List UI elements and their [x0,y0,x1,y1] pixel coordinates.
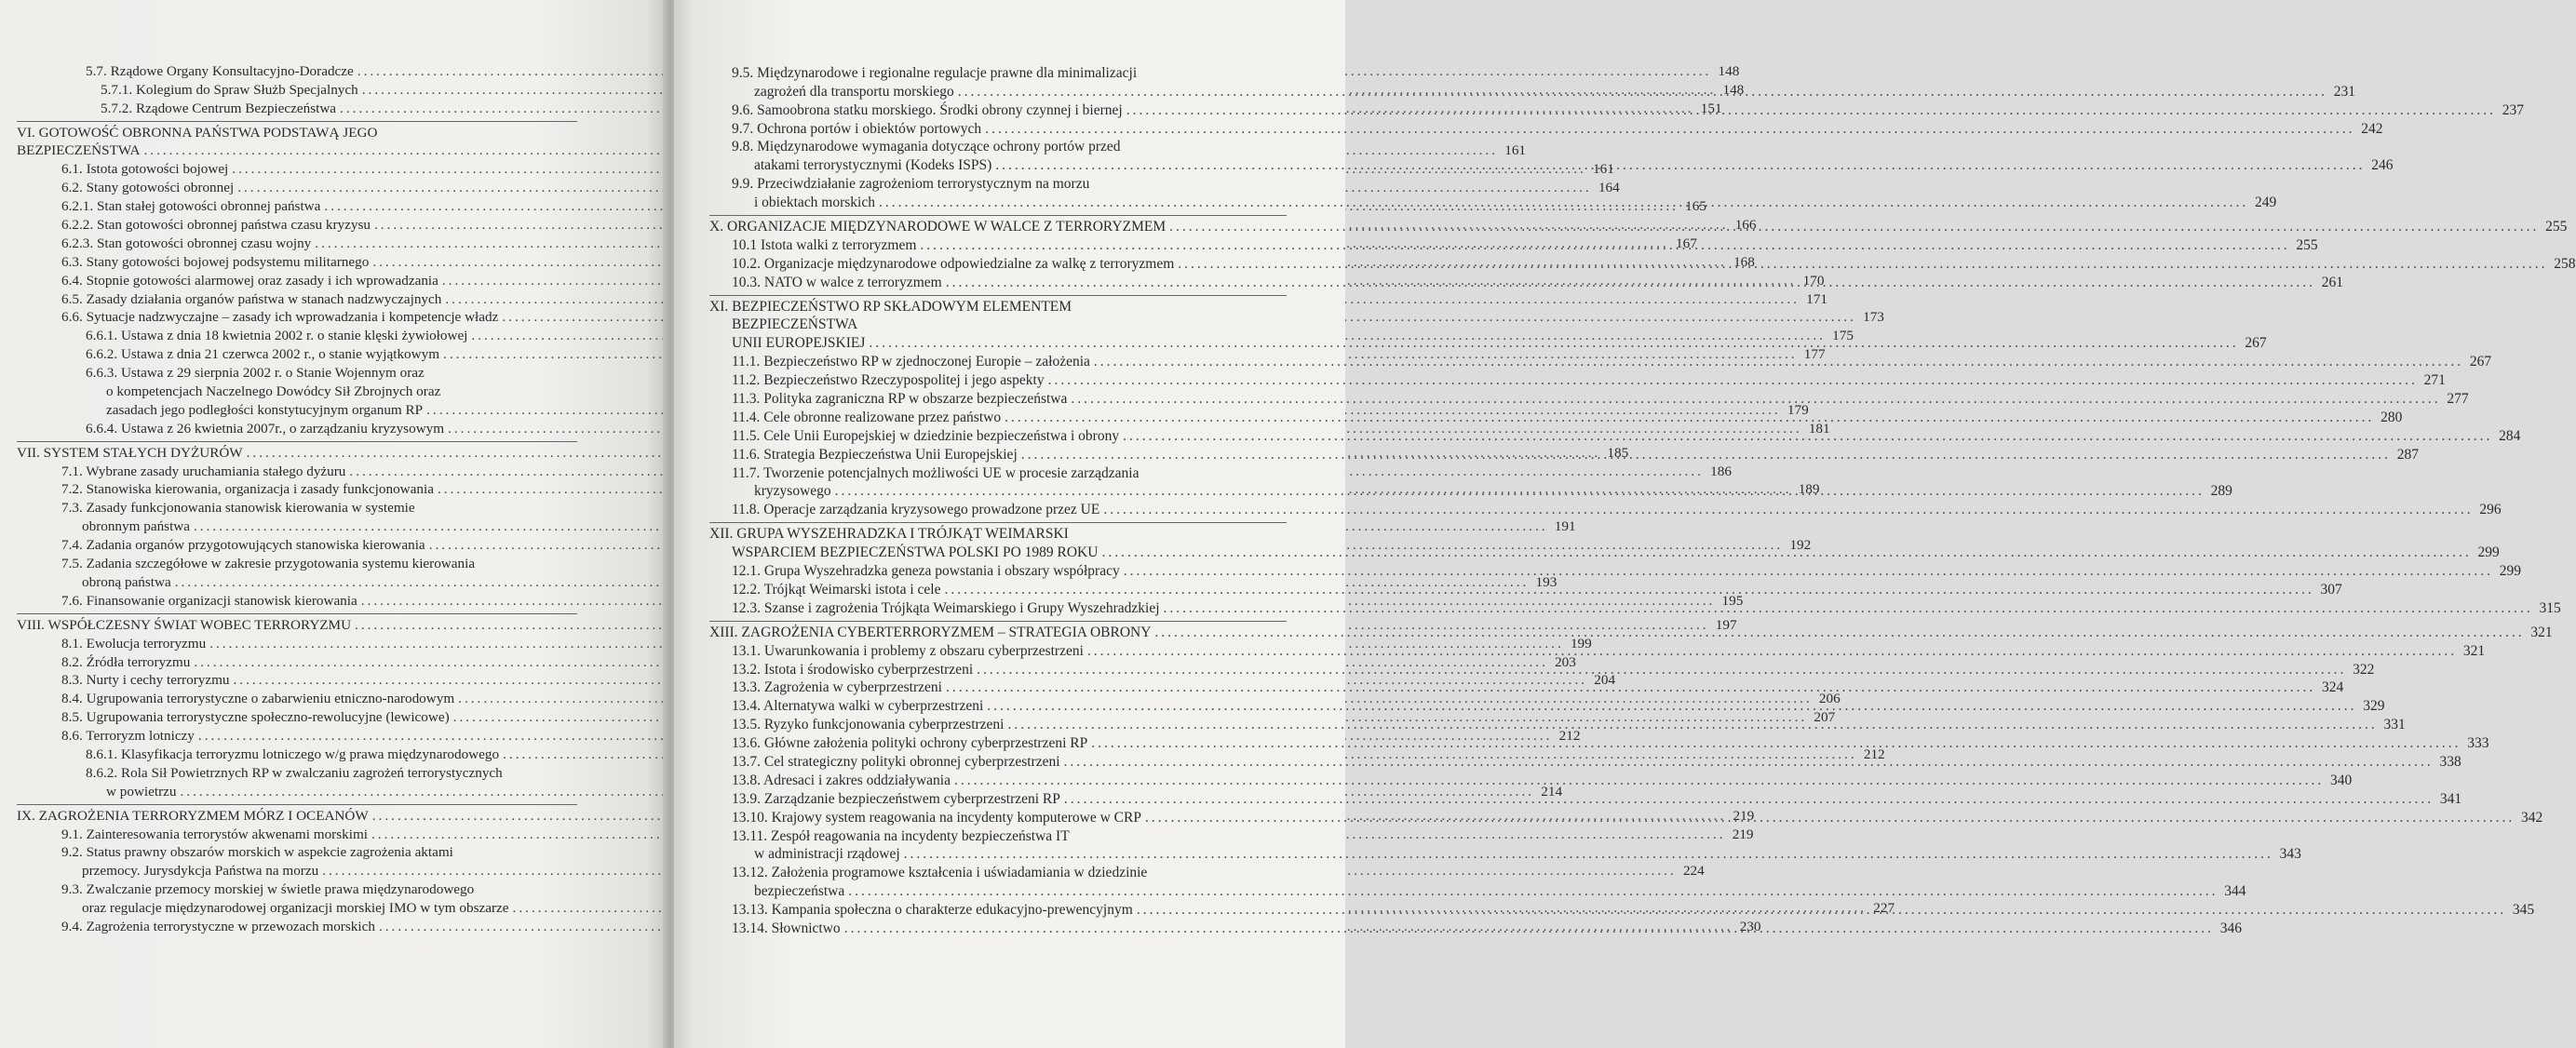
toc-page-number: 171 [1806,290,1827,307]
toc-entry-title: 6.3. Stany gotowości bojowej podsystemu militarnego [61,253,370,270]
toc-entry-title: 9.2. Status prawny obszarów morskich w aspekcie zagrożenia aktami [61,844,453,861]
toc-page-number: 331 [2383,717,2406,733]
toc-entry-title: 10.3. NATO w walce z terroryzmem [732,274,942,290]
toc-entry-title: przemocy. Jurysdykcja Państwa na morzu [82,863,319,880]
toc-entry [709,881,2246,900]
toc-entry-title: 13.1. Uwarunkowania i problemy z obszaru cyberprzestrzeni [732,642,1084,659]
toc-page-number: 167 [1676,235,1697,251]
toc-page-number: 148 [1718,62,1740,79]
toc-entry-title: VI. GOTOWOŚĆ OBRONNA PAŃSTWA PODSTAWĄ JEGO [17,124,378,141]
toc-entry-title: o kompetencjach Naczelnego Dowódcy Sił Zbrojnych oraz [106,383,441,400]
toc-entry-title: 6.6.3. Ustawa z 29 sierpnia 2002 r. o Stanie Wojennym oraz [86,365,425,382]
toc-entry-title: 8.6. Terroryzm lotniczy [61,728,195,745]
toc-entry-title: 11.6. Strategia Bezpieczeństwa Unii Europejskiej [732,446,1018,463]
toc-page-number: 267 [2245,335,2267,352]
toc-entry [17,763,577,782]
toc-page-number: 321 [2462,642,2486,659]
toc-page-number: 230 [1739,918,1761,934]
toc-page-number: 203 [1555,653,1576,670]
toc-page-number: 179 [1787,401,1809,418]
toc-entry-title: 6.2.3. Stan gotowości obronnej czasu wojny [61,235,312,251]
toc-dot-leader [1091,734,2461,752]
toc-page-number: 299 [2499,563,2521,580]
toc-page-number: 261 [2321,274,2343,290]
toc-page-number: 322 [2353,661,2375,678]
toc-entry-title: 13.2. Istota i środowisko cyberprzestrzeni [732,661,974,678]
toc-dot-leader [1126,101,2496,119]
toc-dot-leader [1048,371,2418,389]
toc-entry-title: 8.6.1. Klasyfikacja terroryzmu lotniczego w/g prawa międzynarodowego [86,746,500,762]
toc-entry-title: i obiektach morskich [754,195,875,211]
toc-entry-title: BEZPIECZEŃSTWA [17,142,141,159]
toc-entry-title: 13.12. Założenia programowe kształcenia i uświadamiania w dziedzinie [732,865,1148,881]
toc-entry-title: 10.2. Organizacje międzynarodowe odpowiedzialne za walkę z terroryzmem [732,255,1175,272]
toc-entry-title: 7.6. Finansowanie organizacji stanowisk kierowania [61,592,357,609]
toc-page-number: 296 [2479,502,2502,518]
toc-entry-title: 6.2.1. Stan stałej gotowości obronnej państwa [61,198,321,215]
toc-page-number: 191 [1554,518,1576,535]
toc-dot-leader [1087,642,2457,660]
toc-page-number: 343 [2279,846,2301,863]
toc-dot-leader [946,274,2315,291]
toc-dot-leader [1154,624,2524,641]
toc-entry [709,561,2521,580]
toc-dot-leader [1094,353,2463,370]
toc-page-number: 307 [2320,581,2342,598]
toc-page-number: 267 [2469,354,2492,370]
toc-entry-title: oraz regulacje międzynarodowej organizacji morskiej IMO w tym obszarze [82,900,509,917]
toc-page-number: 192 [1789,537,1812,554]
toc-page-number: 204 [1594,672,1616,689]
toc-page-number: 237 [2502,101,2524,118]
toc-entry-title: 13.4. Alternatywa walki w cyberprzestrzeni [732,698,984,715]
toc-entry-title: obronnym państwa [82,518,190,535]
toc-entry-title: 6.2. Stany gotowości obronnej [61,180,235,196]
toc-dot-leader [1005,409,2374,426]
toc-page-number: 258 [2554,255,2576,272]
toc-page-number: 287 [2396,446,2419,463]
toc-entry-title: 9.7. Ochrona portów i obiektów portowych [732,120,982,137]
toc-entry [709,174,1287,193]
toc-dot-leader [1021,446,2391,464]
toc-entry-title: WSPARCIEM BEZPIECZEŃSTWA POLSKI PO 1989 ROKU [732,544,1099,561]
toc-entry-title: XIII. ZAGROŻENIA CYBERTERRORYZMEM – STRATEGIA OBRONY [709,624,1152,640]
toc-entry-title: VIII. WSPÓŁCZESNY ŚWIAT WOBEC TERRORYZMU [17,616,352,633]
toc-entry-title: 13.6. Główne założenia polityki ochrony cyberprzestrzeni RP [732,735,1088,752]
toc-entry [709,845,2301,864]
toc-page-number: 224 [1682,863,1705,880]
toc-entry [709,826,1287,845]
toc-page-number: 333 [2467,735,2489,752]
toc-page-number: 246 [2371,157,2394,174]
toc-entry [17,880,577,898]
toc-entry-title: 8.2. Źródła terroryzmu [61,653,191,670]
toc-entry-title: 9.8. Międzynarodowe wymagania dotyczące ochrony portów przed [732,139,1121,155]
toc-entry [709,119,2383,138]
toc-entry-title: 11.4. Cele obronne realizowane przez państwo [732,409,1002,425]
toc-entry-title: VII. SYSTEM STAŁYCH DYŻURÓW [17,444,243,461]
toc-entry-title: 13.14. Słownictwo [732,920,841,936]
toc-entry [709,500,2502,518]
toc-entry-title: XII. GRUPA WYSZEHRADZKA I TRÓJKĄT WEIMARSKI [709,526,1069,543]
toc-entry-title: 12.3. Szanse i zagrożenia Trójkąta Weimarskiego i Grupy Wyszehradzkiej [732,599,1160,616]
toc-page-number: 280 [2380,409,2403,425]
toc-dot-leader [1123,427,2492,445]
toc-entry-title: X. ORGANIZACJE MIĘDZYNARODOWE W WALCE Z TERRORYZMEM [709,219,1167,235]
toc-page-number: 199 [1570,635,1592,652]
toc-page-number: 212 [1558,728,1581,745]
toc-entry-title: 11.7. Tworzenie potencjalnych możliwości UE w procesie zarządzania [732,464,1140,481]
toc-dot-leader [1178,255,2547,273]
toc-entry-title: 13.3. Zagrożenia w cyberprzestrzeni [732,679,942,696]
toc-dot-leader [1137,901,2506,919]
toc-page-number: 249 [2255,195,2277,211]
toc-dot-leader [848,882,2218,900]
toc-dot-leader [1169,218,2539,235]
toc-page-number: 338 [2439,753,2461,770]
toc-entry-title: 6.6.2. Ustawa z dnia 21 czerwca 2002 r., o stanie wyjątkowym [86,346,440,363]
toc-page-number: 175 [1832,328,1854,344]
toc-entry-title: 8.1. Ewolucja terroryzmu [61,635,207,652]
toc-entry [17,382,577,400]
toc-page-number: 227 [1873,900,1895,917]
toc-entry [17,363,577,382]
toc-entry-title: 10.1 Istota walki z terroryzmem [732,236,917,253]
toc-entry-title: 8.4. Ugrupowania terrorystyczne o zabarwieniu etniczno-narodowym [61,691,455,707]
toc-entry [709,863,1287,881]
toc-entry-title: 6.4. Stopnie gotowości alarmowej oraz zasady i ich wprowadzania [61,272,438,289]
toc-page-number: 315 [2539,599,2561,616]
toc-page-number: 161 [1504,142,1526,159]
toc-entry-title: 11.1. Bezpieczeństwo RP w zjednoczonej Europie – założenia [732,354,1090,370]
toc-entry-title: 5.7. Rządowe Organy Konsultacyjno-Doradcze [86,62,354,79]
toc-entry [17,498,577,517]
toc-page-number: 168 [1733,253,1755,270]
toc-dot-leader [1145,809,2515,826]
toc-entry-title: 11.3. Polityka zagraniczna RP w obszarze bezpieczeństwa [732,391,1068,408]
toc-entry-title: 13.5. Ryzyko funkcjonowania cyberprzestrzeni [732,717,1005,733]
toc-entry-title: zasadach jego podległości konstytucyjnym organum RP [106,401,424,418]
toc-entry-title: w administracji rządowej [754,846,900,863]
toc-entry-title: 6.6. Sytuacje nadzwyczajne – zasady ich wprowadzania i kompetencje władz [61,309,499,326]
toc-page-number: 255 [2545,219,2568,235]
toc-dot-leader [835,482,2205,500]
toc-entry-title: XI. BEZPIECZEŃSTWO RP SKŁADOWYM ELEMENTEM [709,298,1072,315]
toc-entry-title: 9.6. Samoobrona statku morskiego. Środki obrony czynnej i biernej [732,101,1123,118]
toc-entry-title: w powietrzu [106,783,177,799]
toc-entry-title: 11.8. Operacje zarządzania kryzysowego prowadzone przez UE [732,502,1100,518]
toc-entry-title: 12.2. Trójkąt Weimarski istota i cele [732,581,941,598]
toc-page-number: 165 [1685,198,1706,215]
toc-page-number: 344 [2224,883,2246,900]
toc-dot-leader [995,156,2365,174]
toc-entry-title: 6.2.2. Stan gotowości obronnej państwa czasu kryzysu [61,217,371,234]
toc-page-number: 284 [2499,427,2521,444]
toc-entry-title: 5.7.1. Kolegium do Spraw Służb Specjalnych [101,81,358,98]
toc-entry-title: 6.5. Zasady działania organów państwa w stanach nadzwyczajnych [61,290,442,307]
toc-page-number: 346 [2219,920,2242,936]
toc-entry-title: 6.6.1. Ustawa z dnia 18 kwietnia 2002 r. o stanie klęski żywiołowej [86,328,468,344]
toc-entry-title: UNII EUROPEJSKIEJ [732,335,866,352]
toc-entry-title: IX. ZAGROŻENIA TERRORYZMEM MÓRZ I OCEANÓW [17,807,369,824]
toc-dot-leader [954,772,2324,789]
toc-dot-leader [920,236,2289,254]
toc-dot-leader [869,334,2238,352]
toc-entry-title: 8.6.2. Rola Sił Powietrznych RP w zwalczaniu zagrożeń terrorystycznych [86,764,503,781]
toc-entry [17,554,577,572]
toc-page-number: 161 [1593,161,1614,178]
toc-page-number: 173 [1863,309,1884,326]
toc-dot-leader [1101,544,2471,561]
toc-page-number: 340 [2330,772,2353,788]
toc-entry-title: 13.9. Zarządzanie bezpieczeństwem cyberprzestrzeni RP [732,790,1060,807]
toc-dot-leader [958,83,2327,101]
toc-entry-title: 8.5. Ugrupowania terrorystyczne społeczno-rewolucyjne (lewicowe) [61,709,450,726]
toc-dot-leader [985,120,2354,138]
toc-dot-leader [904,845,2273,863]
toc-page-number: 231 [2333,83,2356,100]
toc-page-number: 289 [2210,483,2232,500]
toc-page-number: 151 [1700,100,1722,116]
toc-page-number: 207 [1814,709,1836,726]
toc-page-number: 341 [2439,790,2462,807]
toc-entry-title: 13.11. Zespół reagowania na incydenty bezpieczeństwa IT [732,827,1070,844]
toc-entry-title: 9.1. Zainteresowania terrorystów akwenami morskimi [61,826,368,842]
toc-dot-leader [987,697,2356,715]
toc-entry-title: 8.3. Nurty i cechy terroryzmu [61,672,230,689]
toc-dot-leader [1103,501,2473,518]
toc-page-number: 197 [1715,616,1737,633]
toc-entry-title: 6.6.4. Ustawa z 26 kwietnia 2007r., o zarządzaniu kryzysowym [86,420,445,437]
toc-page-number: 277 [2447,391,2469,408]
toc-page-number: 185 [1607,444,1629,461]
toc-page-number: 321 [2530,624,2553,640]
toc-entry-title: 11.5. Cele Unii Europejskiej w dziedzinie bezpieczeństwa i obrony [732,427,1120,444]
toc-dot-leader [1124,562,2493,580]
toc-entry-title: atakami terrorystycznymi (Kodeks ISPS) [754,157,992,174]
toc-entry-title: 7.2. Stanowiska kierowania, organizacja i zasady funkcjonowania [61,481,434,498]
toc-dot-leader [945,581,2314,598]
toc-entry-title: 7.3. Zasady funkcjonowania stanowisk kierowania w systemie [61,500,415,517]
toc-dot-leader [879,194,2248,211]
toc-entry [17,843,577,862]
toc-dot-leader [1064,753,2434,771]
toc-page-number: 193 [1535,573,1558,590]
toc-entry-title: 5.7.2. Rządowe Centrum Bezpieczeństwa [101,100,337,116]
toc-entry-title: 7.5. Zadania szczegółowe w zakresie przygotowania systemu kierowania [61,556,476,572]
toc-page-number: 189 [1798,481,1820,498]
toc-entry-title: 9.3. Zwalczanie przemocy morskiej w świetle prawa międzynarodowego [61,881,475,898]
toc-entry [709,389,2469,408]
toc-entry-title: 6.1. Istota gotowości bojowej [61,161,229,178]
toc-page-number: 206 [1818,691,1841,707]
toc-page-number: 166 [1734,217,1757,234]
toc-dot-leader [1064,790,2434,808]
toc-chapter-entry [709,295,1287,316]
toc-page-number: 186 [1710,463,1732,479]
toc-entry [709,63,1287,82]
toc-entry-title: zagrożeń dla transportu morskiego [754,83,954,100]
toc-page-number: 299 [2477,544,2500,561]
toc-entry-title: 7.4. Zadania organów przygotowujących stanowiska kierowania [61,537,425,554]
toc-page-number: 255 [2296,236,2318,253]
toc-page-number: 242 [2361,120,2383,137]
toc-entry-title: 13.13. Kampania społeczna o charakterze edukacyjno-prewencyjnym [732,902,1133,919]
toc-dot-leader [1164,599,2533,617]
toc-page-number: 345 [2512,902,2535,919]
toc-entry-title: 13.8. Adresaci i zakres oddziaływania [732,772,951,788]
toc-page-number: 271 [2423,372,2446,389]
toc-page-number: 170 [1802,272,1825,289]
toc-entry-title: 9.4. Zagrożenia terrorystyczne w przewozach morskich [61,918,375,934]
toc-page-number: 212 [1863,746,1885,762]
toc-entry-title: obroną państwa [82,573,171,590]
toc-entry-title: 13.10. Krajowy system reagowania na incydenty komputerowe w CRP [732,809,1141,826]
toc-dot-leader [1008,716,2378,733]
toc-entry-title: 7.1. Wybrane zasady uruchamiania stałego dyżuru [61,463,346,479]
toc-entry [709,370,2446,389]
toc-entry-title: 11.2. Bezpieczeństwo Rzeczypospolitej i jego aspekty [732,372,1045,389]
toc-entry-title: kryzysowego [754,483,831,500]
toc-page-number: 195 [1721,592,1744,609]
toc-chapter-entry [709,522,1287,543]
toc-entry-title: BEZPIECZEŃSTWA [732,316,858,333]
toc-page-number: 342 [2520,809,2543,826]
toc-entry [709,464,1287,482]
toc-dot-leader [946,679,2315,696]
toc-page-number: 219 [1733,807,1755,824]
toc-page-number: 181 [1808,420,1830,437]
toc-entry-title: 13.7. Cel strategiczny polityki obronnej cyberprzestrzeni [732,753,1060,770]
toc-page-number: 164 [1598,180,1620,196]
toc-page-number: 148 [1722,81,1745,98]
toc-page-number: 324 [2321,679,2344,696]
toc-page-number: 219 [1732,826,1754,842]
toc-entry-title: 9.9. Przeciwdziałanie zagrożeniom terrorystycznym na morzu [732,176,1090,193]
toc-chapter-entry [17,121,577,141]
toc-entry-title: 9.5. Międzynarodowe i regionalne regulacje prawne dla minimalizacji [732,64,1138,81]
toc-entry-title: 12.1. Grupa Wyszehradzka geneza powstania i obszary współpracy [732,563,1120,580]
toc-dot-leader [844,920,2214,937]
toc-page-number: 329 [2363,698,2385,715]
toc-page-number: 214 [1541,783,1563,799]
toc-dot-leader [1071,390,2440,408]
toc-entry [709,316,1287,334]
toc-dot-leader [977,661,2346,679]
toc-entry [709,771,2353,789]
toc-entry-title: bezpieczeństwa [754,883,845,900]
toc-entry [709,138,1287,156]
toc-page-number: 177 [1803,346,1826,363]
